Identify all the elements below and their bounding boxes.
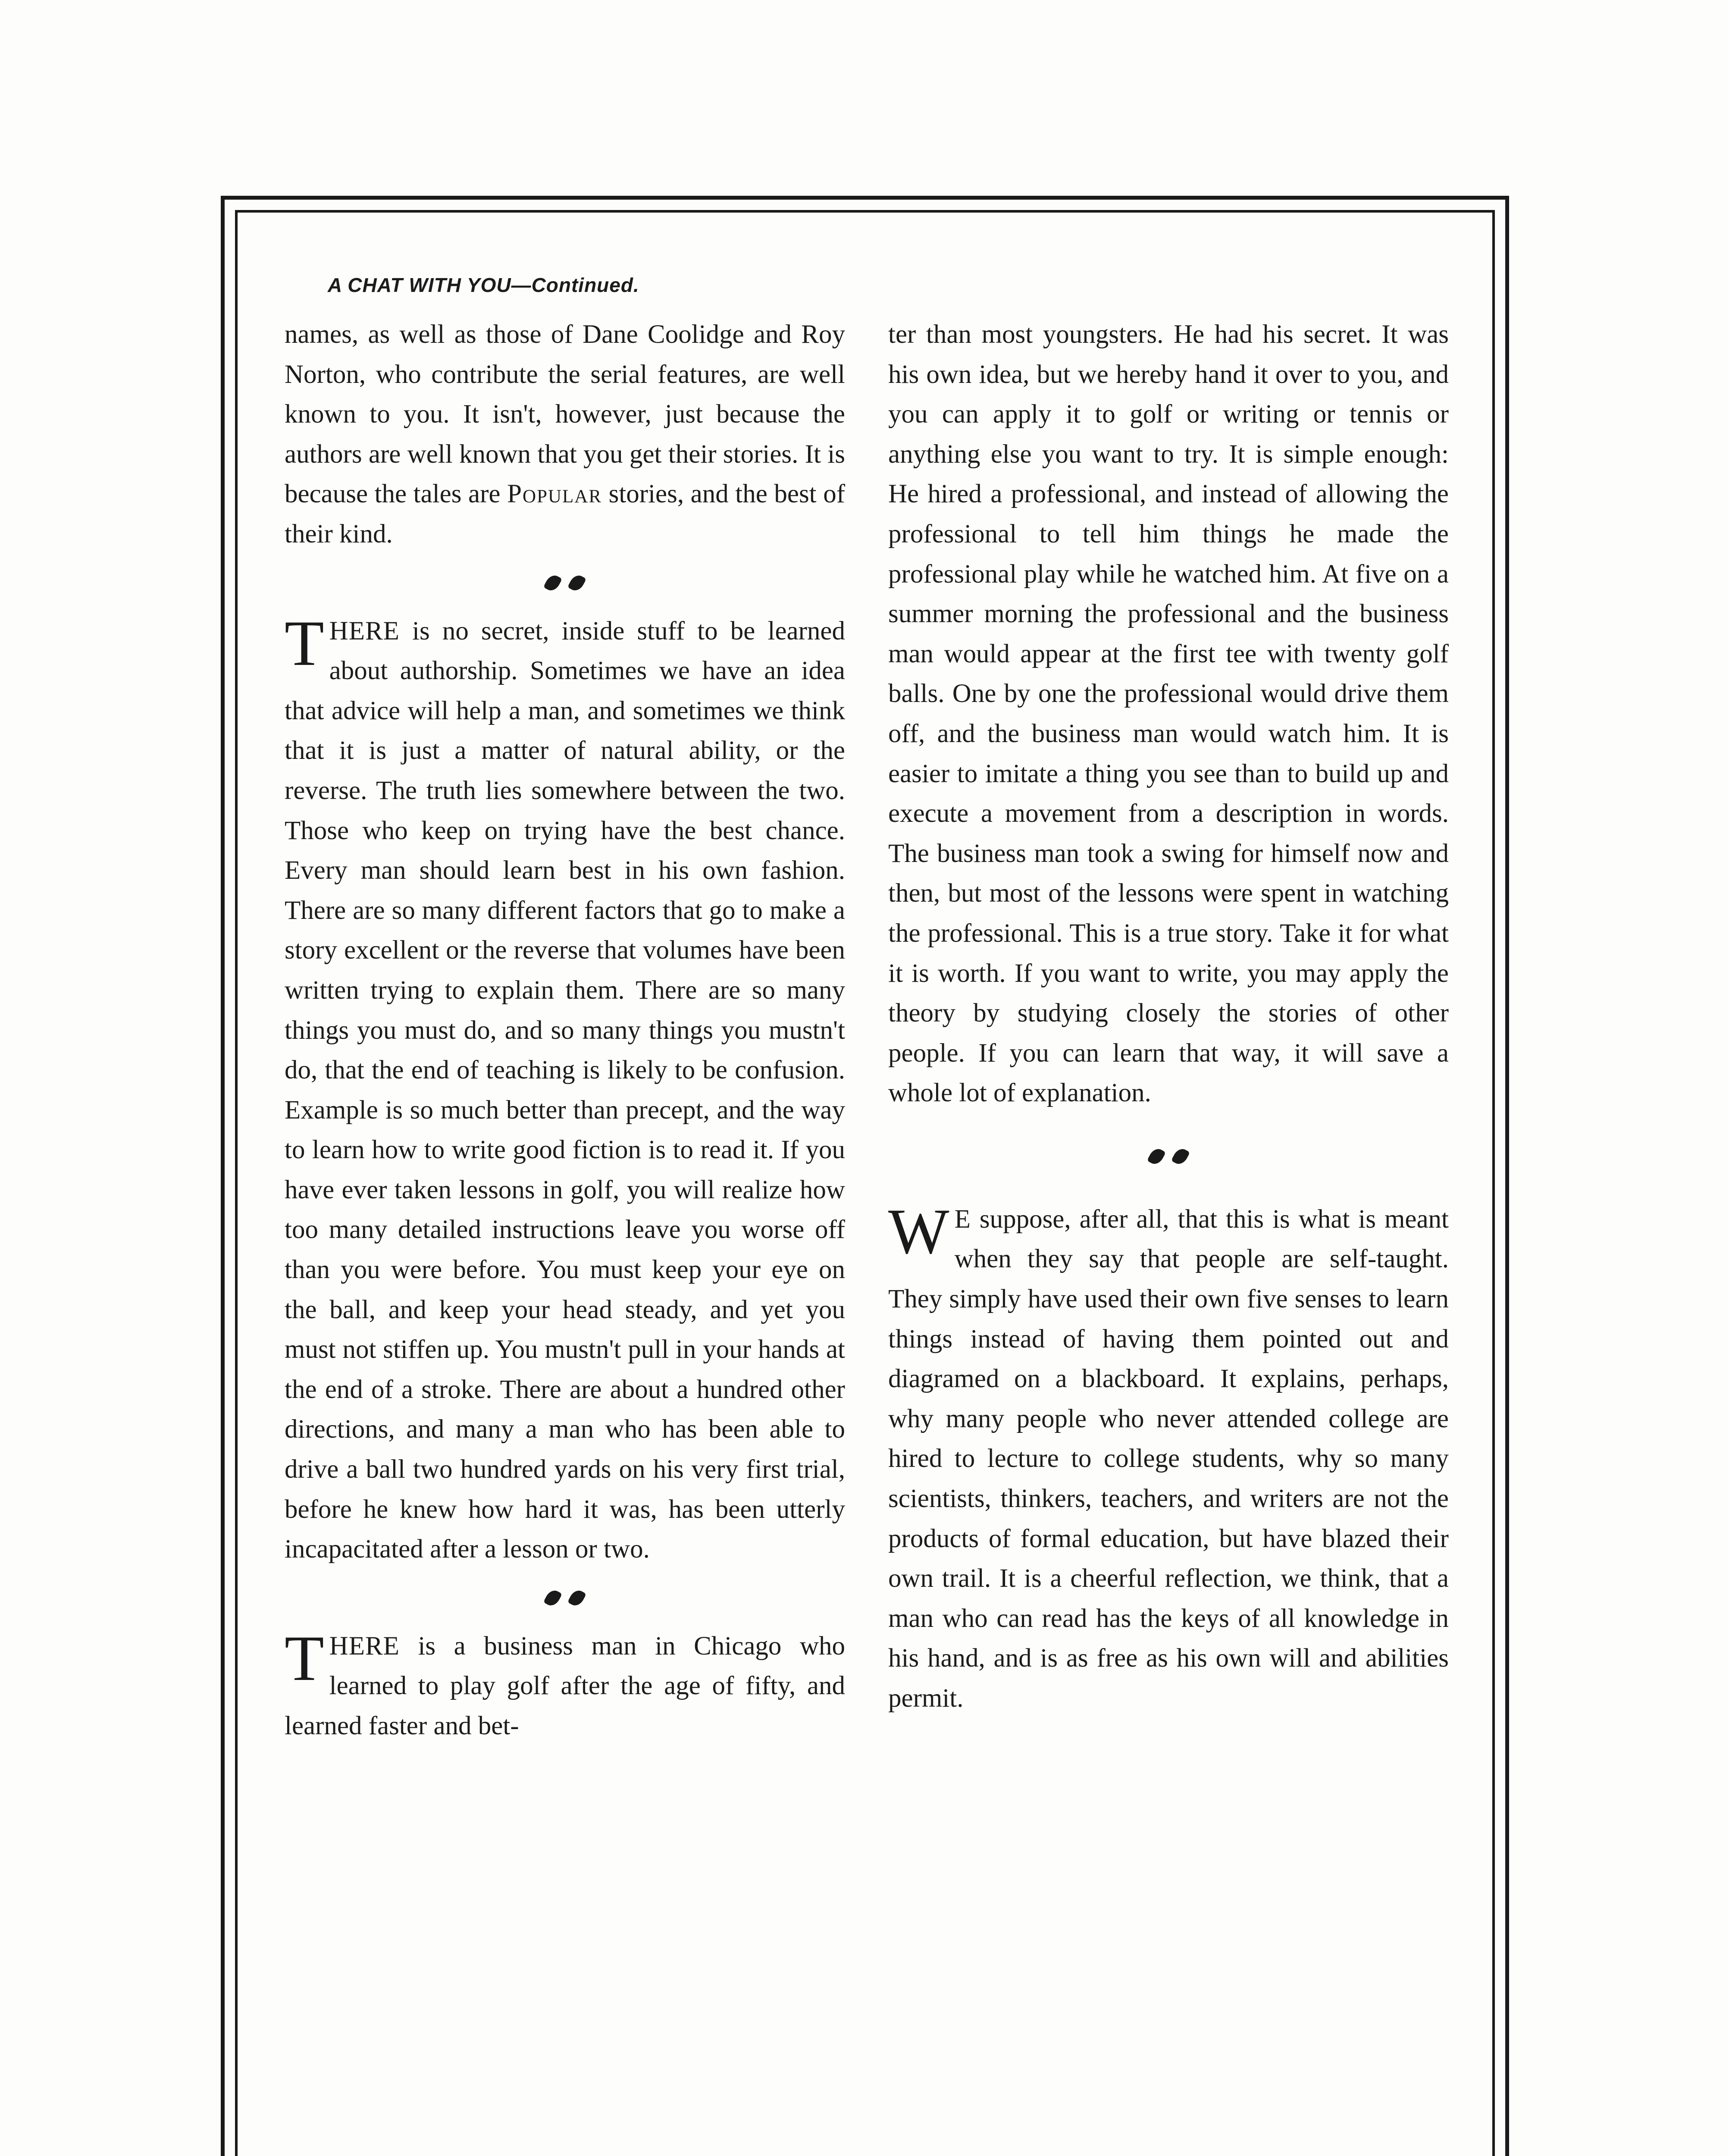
drop-cap: W — [888, 1195, 949, 1267]
leaf-ornament-icon — [1171, 1146, 1190, 1167]
paragraph-text: is no secret, inside stuff to be learned about authorship. Sometimes we have an idea that advice will help a man, and sometimes we think that it is just a matter of natural ability, or the reverse. The truth lies somewhere between the two. Those who keep on trying have the best chance. Every man should learn best in his own fashion. There are so many different factors that go to make a story excellent or the reverse that volumes have been written trying to explain them. There are so many things you must do, and so many things you mustn't do, that the end of teaching is likely to be confusion. Example is so much better than precept, and the way to learn how to write good fiction is to read it. If you have ever taken lessons in golf, you will realize how too many detailed instructions leave you worse off than you were before. You must keep your eye on the ball, and keep your head steady, and yet you must not stiffen up. You mustn't pull in your hands at the end of a stroke. There are about a hundred other directions, and many a man who has been able to drive a ball two hundred yards on his very first trial, before he knew how hard it was, has been utterly incapacitated after a lesson or two. — [285, 616, 845, 1564]
first-word: HERE — [329, 1631, 400, 1661]
paragraph — [888, 315, 1449, 1113]
leaf-ornament-icon — [567, 1588, 586, 1608]
drop-cap: T — [285, 607, 324, 679]
leaf-ornament-icon — [543, 1588, 562, 1608]
right-column — [888, 315, 1449, 1719]
drop-cap: T — [285, 1622, 324, 1694]
leaf-ornament-icon — [543, 573, 562, 593]
magazine-name: Popular — [507, 479, 602, 509]
running-head: A CHAT WITH YOU—Continued. — [328, 274, 639, 296]
section-ornament — [285, 555, 845, 611]
first-word: HERE — [329, 616, 400, 646]
left-column — [285, 315, 845, 1746]
paragraph-text: suppose, after all, that this is what is meant when they say that people are self-taught. They simply have used their own five senses to learn things instead of having them pointed out and diagramed on a blackboard. It explains, perhaps, why many people who never attended college are hired to lecture to college students, why so many scientists, thinkers, teachers, and writers are not the products of formal education, but have blazed their own trail. It is a cheerful reflection, we think, that a man who can read has the keys of all knowledge in his hand, and is as free as his own will and abilities permit. — [888, 1204, 1449, 1713]
leaf-ornament-icon — [567, 573, 586, 593]
paragraph — [285, 315, 845, 555]
leaf-ornament-icon — [1147, 1146, 1166, 1167]
paragraph-text: ter than most youngsters. He had his secret. It was his own idea, but we hereby hand it over to you, and you can apply it to golf or writing or tennis or anything else you want to try. It is simple enough: He hired a professional, and instead of allowing the professional to tell him things he made the professional play while he watched him. At five on a summer morning the professional and the business man would appear at the first tee with twenty golf balls. One by one the professional would drive them off, and the business man would watch him. It is easier to imitate a thing you see than to build up and execute a movement from a description in words. The business man took a swing for himself now and then, but most of the lessons were spent in watching the professional. This is a true story. Take it for what it is worth. If you want to write, you may apply the theory by studying closely the stories of other people. If you can learn that way, it will save a whole lot of explanation. — [888, 320, 1449, 1108]
paragraph-text: is a business man in Chicago who learned to play golf after the age of fifty, and learned faster and bet- — [285, 1631, 846, 1740]
paragraph — [285, 607, 845, 1570]
paragraph-text: stories, and the best of their kind. — [285, 479, 846, 548]
section-ornament — [888, 1113, 1449, 1200]
paragraph-text: names, as well as those of Dane Coolidge and Roy Norton, who contribute the serial features, are well known to you. It isn't, however, just because the authors are well known that you get their stories. It is because the tales are — [285, 320, 845, 509]
paragraph — [888, 1195, 1449, 1719]
first-word: E — [954, 1204, 971, 1234]
paragraph — [285, 1622, 846, 1746]
section-ornament — [285, 1570, 845, 1626]
